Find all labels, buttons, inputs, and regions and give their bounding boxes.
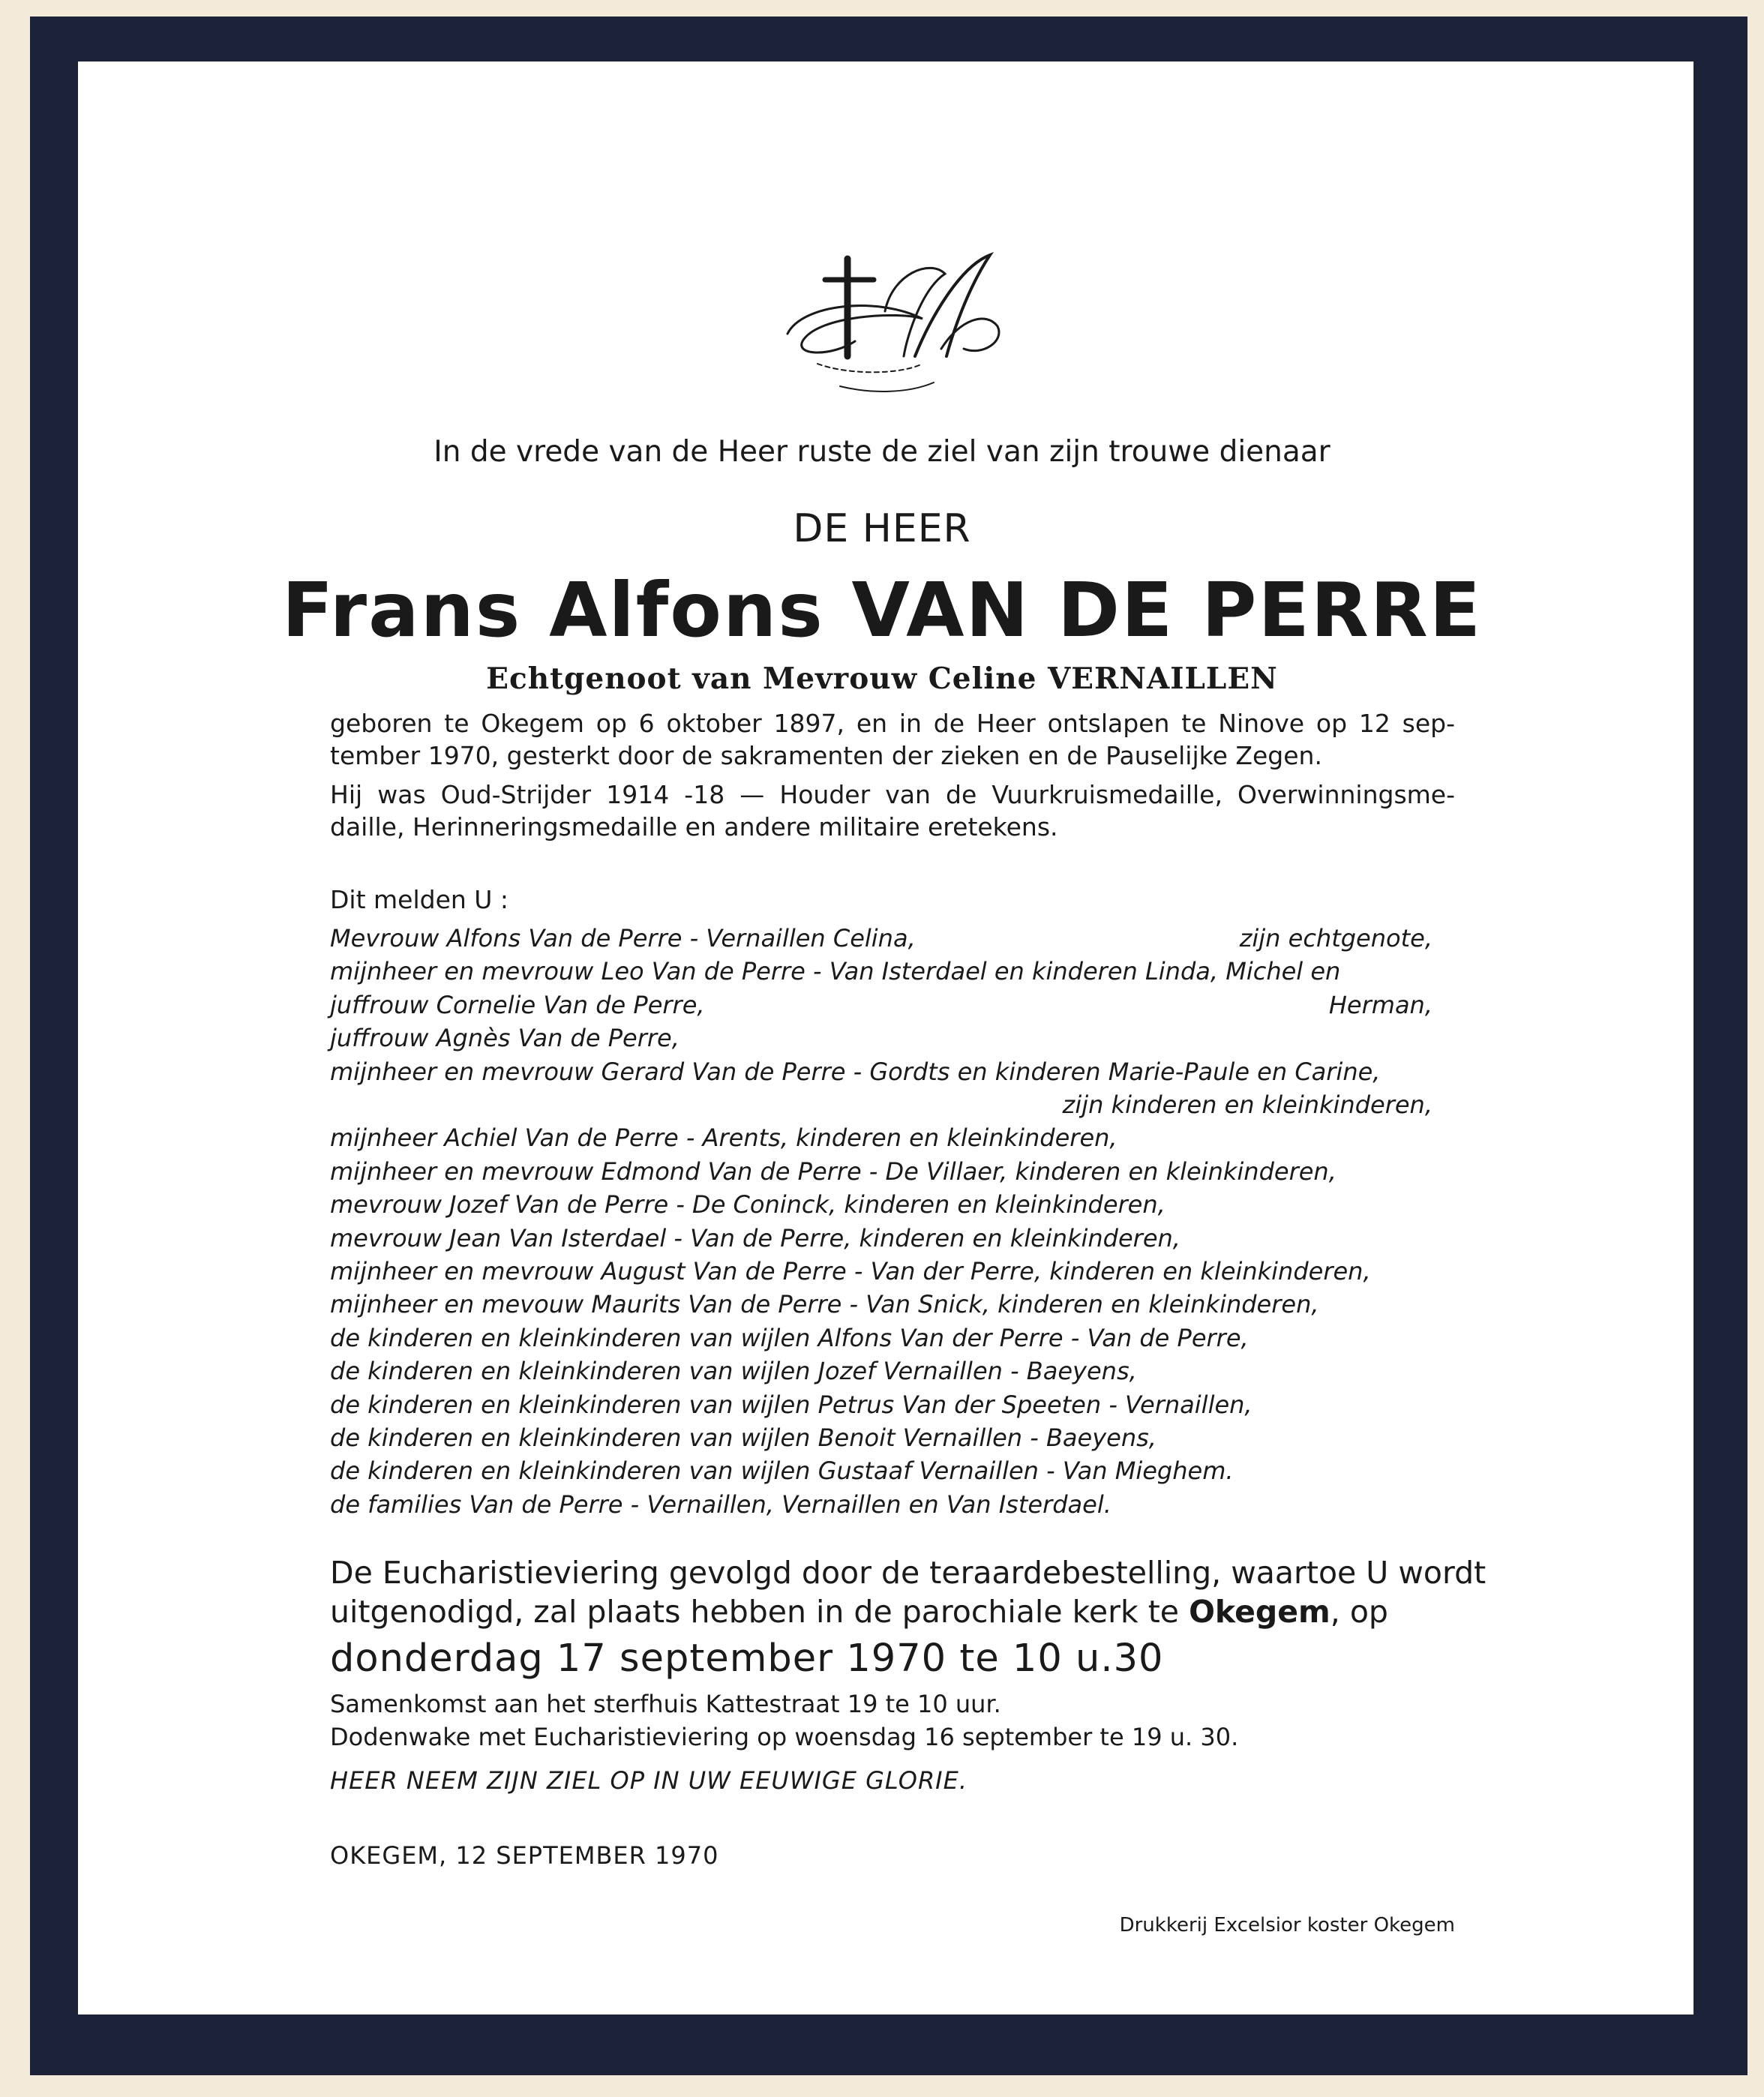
veteran-line: daille, Herinneringsmedaille en andere militaire eretekens. [330,812,1058,842]
family-row [330,1456,1432,1490]
family-row [330,991,1432,1024]
gathering-line: Samenkomst aan het sterfhuis Kattestraat 19 te 10 uur. [330,1690,1001,1718]
family-member: mijnheer en mevrouw Gerard Van de Perre - Gordts en kinderen Marie-Paule en Carine, [330,1057,1381,1086]
family-member: de kinderen en kleinkinderen van wijlen Gustaaf Vernaillen - Van Mieghem. [330,1456,1234,1486]
spouse-line: Echtgenoot van Mevrouw Celine VERNAILLEN [486,662,1278,696]
family-row [330,924,1432,957]
family-member: mijnheer en mevrouw August Van de Perre - Van der Perre, kinderen en kleinkinderen, [330,1257,1371,1286]
family-row [330,1024,1432,1057]
family-member: mijnheer en mevouw Maurits Van de Perre - Van Snick, kinderen en kleinkinderen, [330,1290,1319,1319]
family-row [330,1357,1432,1390]
family-row [330,1424,1432,1456]
family-member: mevrouw Jean Van Isterdael - Van de Perre, kinderen en kleinkinderen, [330,1223,1180,1252]
family-row [330,1390,1432,1424]
family-member: Mevrouw Alfons Van de Perre - Vernaillen Celina, [330,924,916,952]
family-row [330,957,1432,990]
family-row [330,1324,1432,1357]
eucharist-text: uitgenodigd, zal plaats hebben in de parochiale kerk te [330,1594,1190,1630]
family-member: de kinderen en kleinkinderen van wijlen Petrus Van der Speeten - Vernaillen, [330,1390,1252,1419]
church-place: Okegem [1189,1594,1330,1630]
family-row [330,1157,1432,1190]
family-relation: zijn kinderen en kleinkinderen, [1062,1090,1432,1119]
vigil-line: Dodenwake met Eucharistieviering op woensdag 16 september te 19 u. 30. [330,1723,1239,1751]
family-relation: zijn echtgenote, [1239,924,1432,952]
birth-death-line: geboren te Okegem op 6 oktober 1897, en in de Heer ontslapen te Ninove op 12 sep- [330,709,1455,738]
family-row [330,1257,1432,1290]
family-member: juffrouw Agnès Van de Perre, [330,1024,680,1053]
eucharist-line: De Eucharistieviering gevolgd door de teraardebestelling, waartoe U wordt [330,1555,1486,1591]
birth-death-line: tember 1970, gesterkt door de sakramenten der zieken en de Pauselijke Zegen. [330,741,1322,770]
intro-line: In de vrede van de Heer ruste de ziel van zijn trouwe dienaar [434,435,1330,469]
place-date: OKEGEM, 12 SEPTEMBER 1970 [330,1841,719,1870]
family-relation: Herman, [1328,990,1432,1019]
eucharist-text: , op [1330,1594,1388,1630]
honorific: DE HEER [793,506,971,551]
service-date: donderdag 17 september 1970 te 10 u.30 [330,1636,1164,1681]
family-member: de kinderen en kleinkinderen van wijlen Benoit Vernaillen - Baeyens, [330,1424,1156,1452]
family-row [330,1058,1432,1090]
announcement-label: Dit melden U : [330,885,509,914]
family-row [330,1124,1432,1156]
printer-credit: Drukkerij Excelsior koster Okegem [1119,1914,1455,1936]
family-row [330,1224,1432,1257]
deceased-name: Frans Alfons VAN DE PERRE [281,566,1483,654]
family-member: mevrouw Jozef Van de Perre - De Coninck, kinderen en kleinkinderen, [330,1190,1166,1220]
family-member: mijnheer Achiel Van de Perre - Arents, kinderen en kleinkinderen, [330,1124,1118,1153]
family-member: mijnheer en mevrouw Leo Van de Perre - Van Isterdael en kinderen Linda, Michel en [330,957,1341,986]
family-row [330,1290,1432,1323]
family-row [330,1190,1432,1223]
eucharist-line [330,1594,1388,1630]
family-row [330,1490,1432,1523]
family-member: juffrouw Cornelie Van de Perre, [330,990,705,1019]
veteran-line: Hij was Oud-Strijder 1914 -18 — Houder van de Vuurkruismedaille, Overwinningsme- [330,780,1455,809]
cross-monogram-icon [772,244,1028,405]
family-member: de families Van de Perre - Vernaillen, Vernaillen en Van Isterdael. [330,1490,1112,1519]
family-row [330,1090,1432,1124]
family-member: mijnheer en mevrouw Edmond Van de Perre - De Villaer, kinderen en kleinkinderen, [330,1156,1336,1186]
prayer-line: HEER NEEM ZIJN ZIEL OP IN UW EEUWIGE GLORIE. [330,1766,968,1795]
family-member: de kinderen en kleinkinderen van wijlen Alfons Van der Perre - Van de Perre, [330,1323,1249,1352]
family-member: de kinderen en kleinkinderen van wijlen Jozef Vernaillen - Baeyens, [330,1357,1137,1386]
